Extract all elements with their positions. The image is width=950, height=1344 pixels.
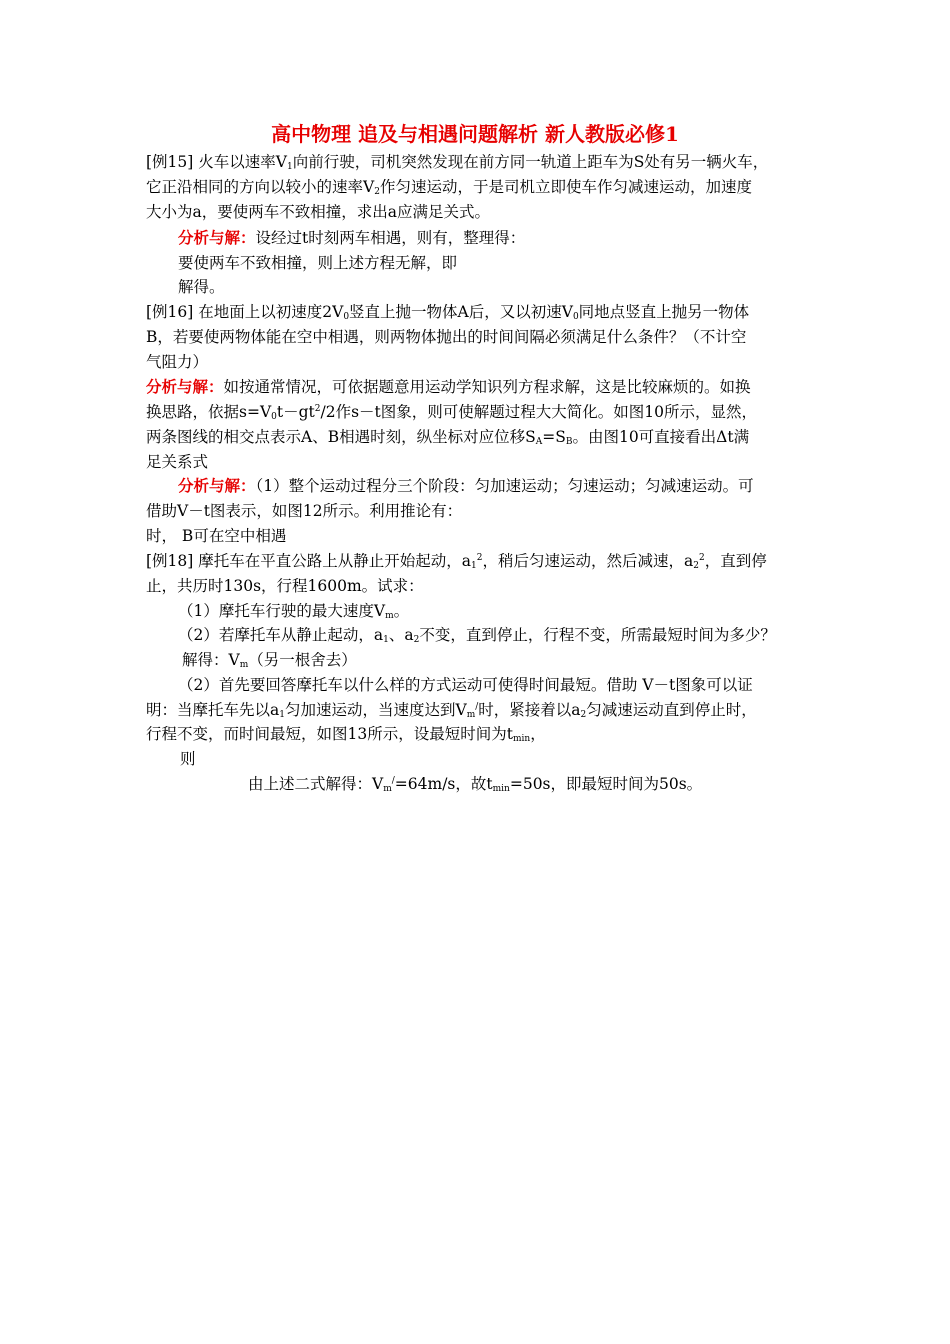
ex18-line-10: 由上述二式解得：$V_m^/=64m/s$，故$t_{min}=50s$，即最短时间为50s。	[248, 775, 703, 794]
ex15-line-1: [例15] 火车以速率$V_1$向前行驶，司机突然发现在前方同一轨道上距车为S处有另一辆火车，	[146, 153, 769, 172]
ex18-line-7: 明：当摩托车先以$a_1$匀加速运动，当速度达到$V_m^/$时，紧接着以$a_2$匀减速运动直到停止时，	[146, 701, 757, 720]
analysis-label: 分析与解：	[178, 228, 256, 247]
ex18-line-2: 止，共历时130s，行程1600m。试求：	[146, 577, 424, 595]
page-title: 高中物理 追及与相遇问题解析 新人教版必修1	[271, 122, 679, 146]
ex16-line-1: [例16] 在地面上以初速度$2V_0$竖直上抛一物体A后，又以初速$V_0$同地点竖直上抛另一物体	[146, 303, 750, 322]
analysis-label: 分析与解：	[146, 377, 224, 396]
ex15-line-5: 要使两车不致相撞，则上述方程无解，即	[178, 254, 458, 272]
ex18-line-1: [例18] 摩托车在平直公路上从静止开始起动，$a_1^2$，稍后匀速运动，然后减速，$a_2^2$，直到停	[146, 552, 767, 571]
ex15-line-2: 它正沿相同的方向以较小的速率$V_2$作匀速运动，于是司机立即使车作匀减速运动，加速度	[146, 178, 752, 197]
ex18-line-3: （1）摩托车行驶的最大速度$V_m$。	[178, 602, 410, 621]
ex16-line-5: 换思路，依据$s=V_0t-gt^2/2$作s－t图象，则可使解题过程大大简化。如图10所示，显然，	[146, 403, 757, 422]
ex18-line-4: （2）若摩托车从静止起动，$a_1$、$a_2$不变，直到停止，行程不变，所需最短时间为多少？	[178, 626, 776, 645]
ex16-line-2: B，若要使两物体能在空中相遇，则两物体抛出的时间间隔必须满足什么条件？（不计空	[146, 328, 747, 346]
ex18-line-9: 则	[180, 750, 196, 768]
ex18-line-8: 行程不变，而时间最短，如图13所示，设最短时间为$t_{min}$，	[146, 725, 546, 744]
ex15-line-6: 解得。	[178, 278, 225, 296]
ex18-line-5: 解得：$V_m$（另一根舍去）	[182, 651, 357, 670]
ex16-line-7: 足关系式	[146, 453, 209, 471]
ex16-line-4: 分析与解：如按通常情况，可依据题意用运动学知识列方程求解，这是比较麻烦的。如换	[146, 377, 751, 396]
ex16-line-9: 借助V－t图表示，如图12所示。利用推论有：	[146, 502, 463, 520]
ex16-line-6: 两条图线的相交点表示A、B相遇时刻，纵坐标对应位移$S_A=S_B$。由图10可直接看出Δt满	[146, 428, 750, 447]
analysis-label: 分析与解：	[178, 476, 256, 495]
ex16-line-10: 时， B可在空中相遇	[146, 527, 287, 545]
ex15-line-4: 分析与解：设经过t时刻两车相遇，则有，整理得：	[178, 228, 526, 247]
ex16-line-8: 分析与解：（1）整个运动过程分三个阶段：匀加速运动；匀速运动；匀减速运动。可	[178, 476, 754, 495]
ex15-line-3: 大小为a，要使两车不致相撞，求出a应满足关式。	[146, 203, 490, 221]
ex16-line-3: 气阻力）	[146, 353, 209, 371]
ex18-line-6: （2）首先要回答摩托车以什么样的方式运动可使得时间最短。借助 V－t图象可以证	[178, 676, 753, 694]
